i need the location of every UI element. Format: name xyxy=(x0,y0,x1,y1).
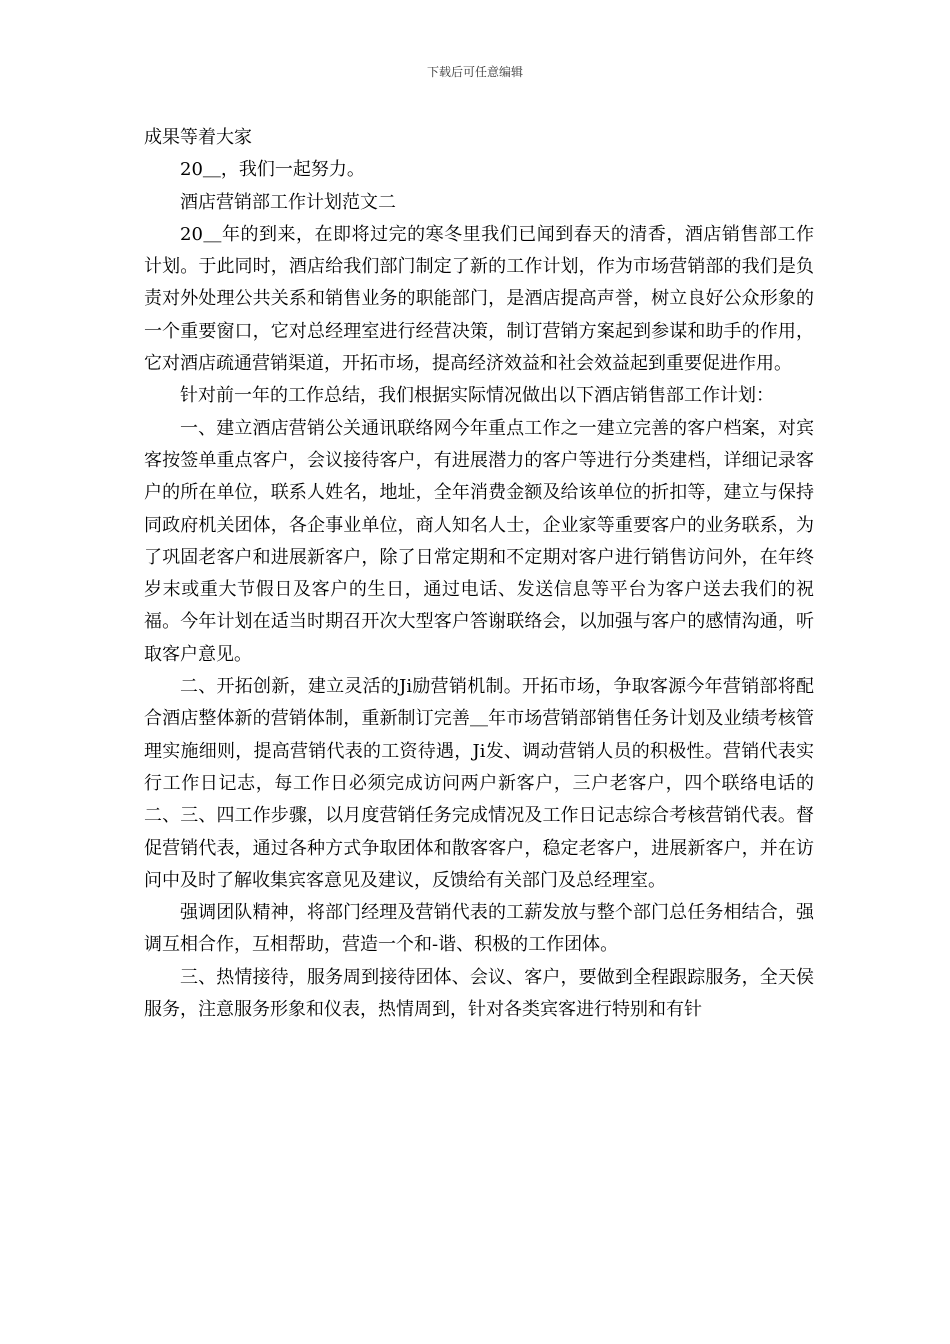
paragraph-item-one: 一、建立酒店营销公关通讯联络网今年重点工作之一建立完善的客户档案，对宾客按签单重点客户，会议接待客户，有进展潜力的客户等进行分类建档，详细记录客户的所在单位，联系人姓名，地址，全年消费金额及给该单位的折扣等，建立与保持同政府机关团体，各企事业单位，商人知名人士，企业家等重要客户的业务联系，为了巩固老客户和进展新客户，除了日常定期和不定期对客户进行销售访问外，在年终岁末或重大节假日及客户的生日，通过电话、发送信息等平台为客户送去我们的祝福。今年计划在适当时期召开次大型客户答谢联络会，以加强与客户的感情沟通，听取客户意见。 xyxy=(144,417,814,665)
paragraph-intro: 20＿年的到来，在即将过完的寒冬里我们已闻到春天的清香，酒店销售部工作计划。于此同时，酒店给我们部门制定了新的工作计划，作为市场营销部的我们是负责对外处理公共关系和销售业务的职能部门，是酒店提高声誉，树立良好公众形象的一个重要窗口，它对总经理室进行经营决策，制订营销方案起到参谋和助手的作用，它对酒店疏通营销渠道，开拓市场，提高经济效益和社会效益起到重要促进作用。 xyxy=(144,223,814,375)
paragraph-closing-line: 20＿，我们一起努力。 xyxy=(180,159,365,181)
page-header-note: 下载后可任意编辑 xyxy=(426,65,523,79)
paragraph-teamwork: 强调团队精神，将部门经理及营销代表的工薪发放与整个部门总任务相结合，强调互相合作，互相帮助，营造一个和-谐、积极的工作团体。 xyxy=(144,902,814,956)
paragraph-continuation: 成果等着大家 xyxy=(144,127,252,148)
paragraph-item-three: 三、热情接待，服务周到接待团体、会议、客户，要做到全程跟踪服务，全天侯服务，注意服务形象和仪表，热情周到，针对各类宾客进行特别和有针 xyxy=(144,966,814,1021)
paragraph-item-two: 二、开拓创新，建立灵活的Ji励营销机制。开拓市场，争取客源今年营销部将配合酒店整体新的营销体制，重新制订完善＿年市场营销部销售任务计划及业绩考核管理实施细则，提高营销代表的工资待遇，Ji发、调动营销人员的积极性。营销代表实行工作日记志，每工作日必须完成访问两户新客户，三户老客户，四个联络电话的二、三、四工作步骤，以月度营销任务完成情况及工作日记志综合考核营销代表。督促营销代表，通过各种方式争取团体和散客客户，稳定老客户，进展新客户，并在访问中及时了解收集宾客意见及建议，反馈给有关部门及总经理室。 xyxy=(144,676,814,891)
paragraph-plan-lead: 针对前一年的工作总结，我们根据实际情况做出以下酒店销售部工作计划： xyxy=(180,385,774,407)
document-body xyxy=(144,122,814,1026)
section-title: 酒店营销部工作计划范文二 xyxy=(180,191,396,213)
